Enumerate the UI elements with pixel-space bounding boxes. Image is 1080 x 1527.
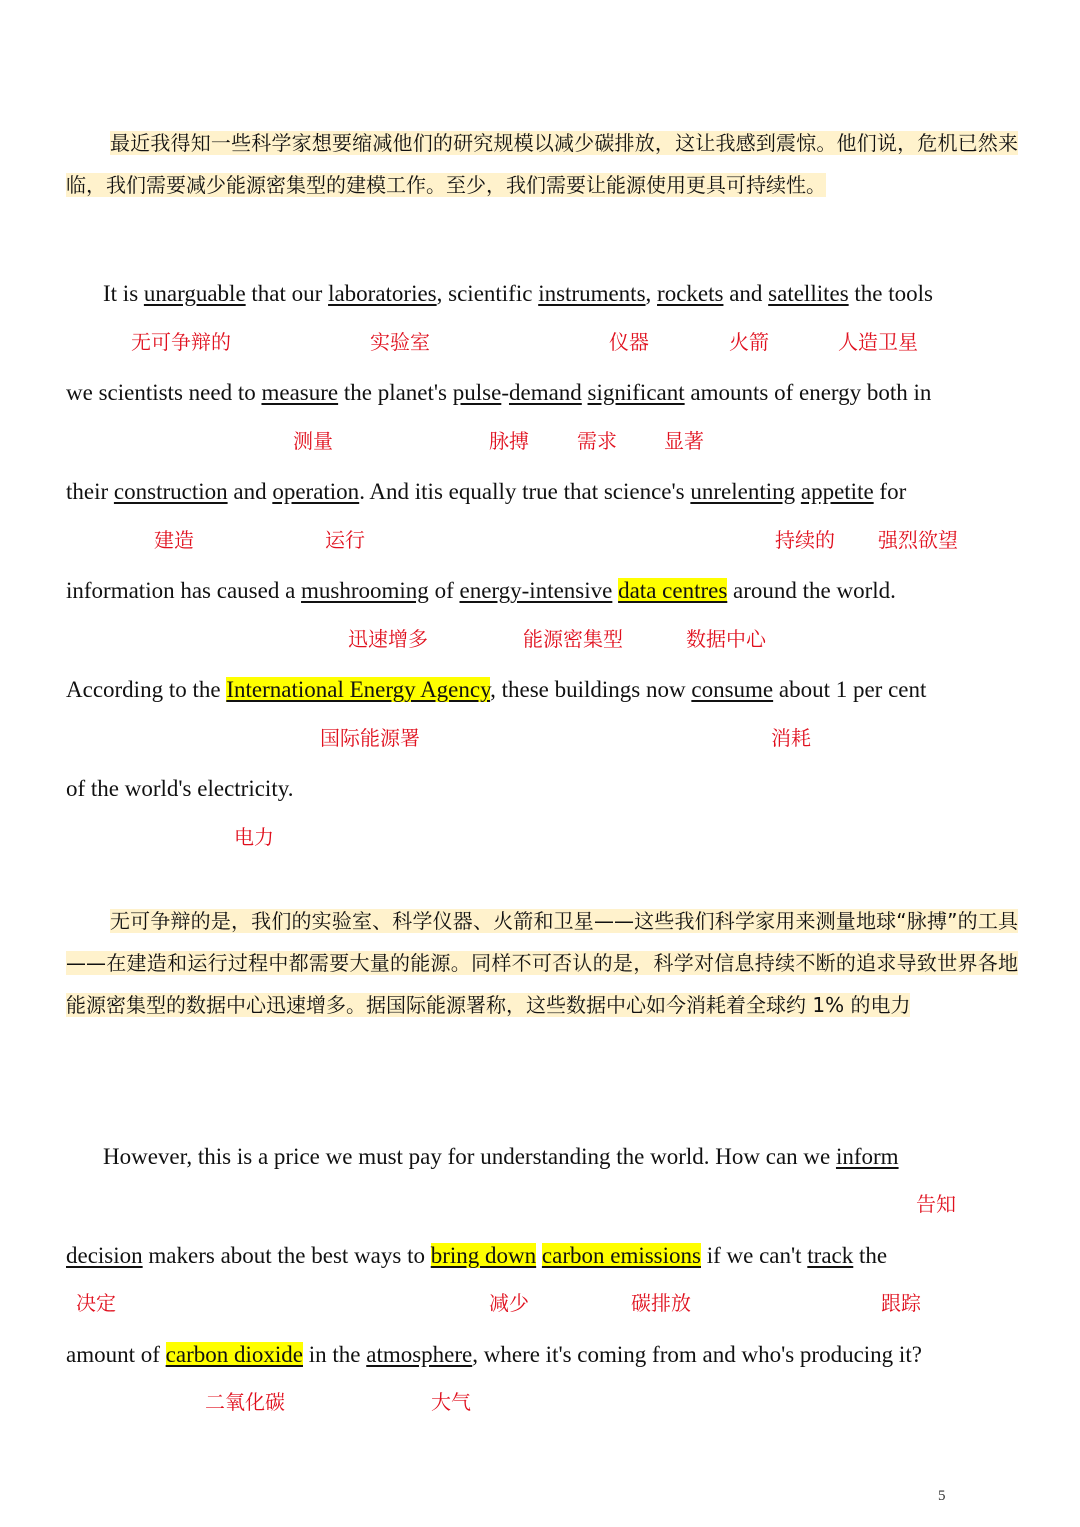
english-line: It is unarguable that our laboratories, scientific instruments, rockets and satellites the tools — [103, 281, 933, 306]
vocab-word: rockets — [657, 281, 724, 306]
english-line: decision makers about the best ways to bring down carbon emissions if we can't track the — [66, 1243, 888, 1268]
gloss: 持续的 — [775, 528, 835, 552]
vocab-word: atmosphere — [366, 1342, 473, 1367]
vocab-word: construction — [113, 479, 228, 504]
gloss: 数据中心 — [686, 627, 766, 651]
gloss: 实验室 — [370, 330, 430, 354]
gloss: 迅速增多 — [348, 627, 428, 651]
vocab-word: unarguable — [143, 281, 246, 306]
vocab-word: measure — [261, 380, 339, 405]
gloss: 跟踪 — [881, 1291, 921, 1315]
english-line: However, this is a price we must pay for understanding the world. How can we inform — [103, 1144, 899, 1169]
page-number: 5 — [938, 1488, 946, 1504]
gloss: 无可争辩的 — [131, 330, 231, 354]
english-line: their construction and operation. And itis equally true that science's unrelenting appetite for — [66, 479, 907, 504]
highlighted-term: International Energy Agency — [226, 677, 491, 702]
english-line: information has caused a mushrooming of energy-intensive data centres around the world. — [66, 578, 896, 603]
gloss: 大气 — [431, 1390, 471, 1414]
gloss: 国际能源署 — [320, 726, 420, 750]
chinese-paragraph-1: 最近我得知一些科学家想要缩减他们的研究规模以减少碳排放，这让我感到震惊。他们说，危机已然来临，我们需要减少能源密集型的建模工作。至少，我们需要让能源使用更具可持续性。 — [66, 131, 1018, 197]
gloss: 显著 — [664, 429, 704, 453]
english-line: we scientists need to measure the planet's pulse-demand significant amounts of energy both in — [66, 380, 932, 405]
vocab-word: track — [807, 1243, 854, 1268]
vocab-word: laboratories — [328, 281, 437, 306]
vocab-word: significant — [587, 380, 685, 405]
vocab-word: instruments — [538, 281, 646, 306]
gloss: 强烈欲望 — [878, 528, 958, 552]
gloss: 建造 — [154, 528, 194, 552]
vocab-word: decision — [66, 1243, 143, 1268]
gloss: 测量 — [293, 429, 333, 453]
gloss: 仪器 — [609, 330, 649, 354]
gloss: 减少 — [489, 1291, 529, 1315]
vocab-word: appetite — [800, 479, 874, 504]
highlighted-term: data centres — [618, 578, 728, 603]
vocab-word: inform — [835, 1144, 899, 1169]
vocab-word: operation — [272, 479, 360, 504]
gloss: 能源密集型 — [523, 627, 623, 651]
gloss: 告知 — [916, 1192, 956, 1216]
english-line: amount of carbon dioxide in the atmosphere, where it's coming from and who's producing it? — [66, 1342, 922, 1367]
gloss: 碳排放 — [631, 1291, 691, 1315]
gloss: 人造卫星 — [838, 330, 918, 354]
vocab-word: consume — [691, 677, 774, 702]
gloss: 决定 — [76, 1291, 116, 1315]
vocab-word: pulse — [452, 380, 502, 405]
gloss: 脉搏 — [489, 429, 529, 453]
highlighted-term: bring down — [430, 1243, 537, 1268]
vocab-word: satellites — [768, 281, 849, 306]
highlighted-term: carbon emissions — [541, 1243, 701, 1268]
vocab-word: energy-intensive — [459, 578, 613, 603]
highlighted-term: carbon dioxide — [165, 1342, 303, 1367]
gloss: 需求 — [577, 429, 617, 453]
vocab-word: demand — [508, 380, 582, 405]
gloss: 电力 — [234, 825, 274, 849]
gloss: 运行 — [325, 528, 365, 552]
vocab-word: mushrooming — [301, 578, 429, 603]
chinese-paragraph-2: 无可争辩的是，我们的实验室、科学仪器、火箭和卫星——这些我们科学家用来测量地球“脉搏”的工具——在建造和运行过程中都需要大量的能源。同样不可否认的是，科学对信息持续不断的追求导致世界各地能源密集型的数据中心迅速增多。据国际能源署称，这些数据中心如今消耗着全球约 1% 的电力 — [66, 909, 1018, 1017]
gloss: 二氧化碳 — [205, 1390, 285, 1414]
gloss: 火箭 — [729, 330, 769, 354]
vocab-word: unrelenting — [690, 479, 796, 504]
english-line: According to the International Energy Agency, these buildings now consume about 1 per cent — [66, 677, 927, 702]
english-line: of the world's electricity. — [66, 776, 294, 801]
gloss: 消耗 — [771, 726, 811, 750]
